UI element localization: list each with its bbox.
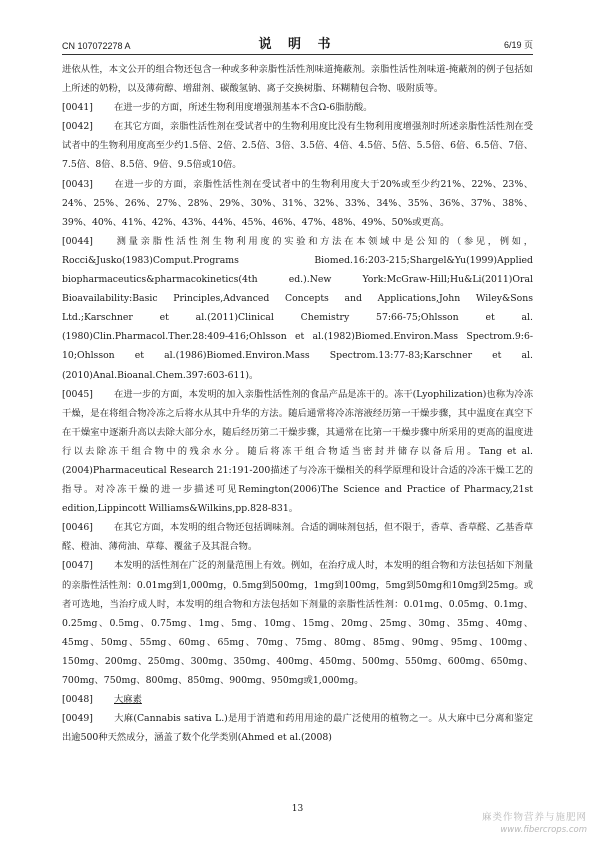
paragraph-number: [0044] — [62, 235, 93, 247]
patent-number: CN 107072278 A — [62, 41, 131, 51]
paragraph-number: [0048] — [62, 694, 93, 706]
paragraph-0049 — [62, 709, 533, 747]
paragraph-text: 进依从性，本文公开的组合物还包含一种或多种亲脂性活性剂味道掩蔽剂。亲脂性活性剂味道-掩蔽剂的例子包括如上所述的奶粉，以及薄荷醇、增甜剂、碳酸氢钠、离子交换树脂、环糊精包合物、吸附质等。 — [62, 64, 533, 95]
paragraph-text: 大麻(Cannabis sativa L.)是用于消遣和药用用途的最广泛使用的植物之一。从大麻中已分离和鉴定出逾500种天然成分，涵盖了数个化学类别(Ahmed et al.(2008) — [62, 713, 533, 744]
paragraph-0048 — [62, 690, 533, 709]
paragraph-text: 在进一步的方面，本发明的加入亲脂性活性剂的食品产品是冻干的。冻干(Lyophilization)也称为冷冻干燥，是在将组合物冷冻之后将水从其中升华的方法。随后通常将冷冻溶液经历第一干燥步骤，其中温度在真空下在干燥室中逐渐升高以去除大部分水，随后经历第二干燥步骤，其通常在比第一干燥步骤中所采用的更高的温度进行以去除冻干组合物中的残余水分。随后将冻干组合物适当密封并储存以备后用。Tang et al.(2004)Pharmaceutical Research 21:191-200描述了与冷冻干燥相关的科学原理和设计合适的冷冻干燥工艺的指导。对冷冻干燥的进一步描述可见Remington(2006)The Science and Practice of Pharmacy,21st edition,Lippincott Williams&Wilkins,pp.828-831。 — [62, 388, 533, 515]
paragraph-0045 — [62, 385, 533, 519]
paragraph-0041 — [62, 98, 533, 117]
paragraph-number: [0042] — [62, 121, 93, 133]
paragraph-text: 在进一步的方面，所述生物利用度增强剂基本不含Ω-6脂肪酸。 — [114, 102, 373, 114]
paragraph-0044 — [62, 232, 533, 385]
paragraph-0046 — [62, 518, 533, 556]
paragraph-0042 — [62, 117, 533, 174]
paragraph-number: [0049] — [62, 713, 93, 725]
paragraph-number: [0047] — [62, 560, 93, 572]
page-info: 6/19 页 — [503, 40, 533, 50]
paragraph-text: 在其它方面，亲脂性活性剂在受试者中的生物利用度比没有生物利用度增强剂时所述亲脂性活性剂在受试者中的生物利用度高至少约1.5倍、2倍、2.5倍、3倍、3.5倍、4倍、4.5倍、5倍、5.5倍、6倍、6.5倍、7倍、7.5倍、8倍、8.5倍、9倍、9.5倍或10倍。 — [62, 121, 533, 171]
watermark-text: 麻类作物营养与施肥网 — [481, 812, 587, 823]
document-body — [62, 60, 533, 747]
document-title: 说 明 书 — [258, 37, 337, 52]
paragraph-number: [0043] — [62, 178, 93, 190]
watermark-url: www.fibercrops.com — [500, 825, 587, 835]
page-header — [62, 32, 533, 55]
paragraph-continued — [62, 60, 533, 98]
paragraph-number: [0046] — [62, 522, 93, 534]
paragraph-text: 在进一步的方面，亲脂性活性剂在受试者中的生物利用度大于20%或至少约21%、22%、23%、24%、25%、26%、27%、28%、29%、30%、31%、32%、33%、34%、35%、36%、37%、38%、39%、40%、41%、42%、43%、44%、45%、46%、47%、48%、49%、50%或更高。 — [62, 178, 533, 228]
watermark — [482, 812, 587, 836]
paragraph-0047 — [62, 556, 533, 690]
paragraph-number: [0041] — [62, 102, 93, 114]
paragraph-number: [0045] — [62, 388, 93, 400]
paragraph-text: 测量亲脂性活性剂生物利用度的实验和方法在本领域中是公知的（参见，例如，Rocci&Jusko(1983)Comput.Programs Biomed.16:203-215;Shargel&Yu(1999)Applied biopharmaceutics&pharmacokinetics(4th ed.).New York:McGraw-Hill;Hu&Li(2011)Oral Bioavailability:Basic Principles,Advanced Concepts and Applications,John Wiley&Sons Ltd.;Karschner et al.(2011)Clinical Chemistry 57:66-75;Ohlsson et al.(1980)Clin.Pharmacol.Ther.28:409-416;Ohlsson et al.(1982)Biomed.Environ.Mass Spectrom.9:6-10;Ohlsson et al.(1986)Biomed.Environ.Mass Spectrom.13:77-83;Karschner et al.(2010)Anal.Bioanal.Chem.397:603-611)。 — [62, 235, 533, 381]
page-number: 13 — [291, 804, 304, 814]
paragraph-text: 在其它方面，本发明的组合物还包括调味剂。合适的调味剂包括，但不限于，香草、香草醛、乙基香草醛、橙油、薄荷油、草莓、覆盆子及其混合物。 — [62, 522, 533, 553]
paragraph-text: 本发明的活性剂在广泛的剂量范围上有效。例如，在治疗成人时，本发明的组合物和方法包括如下剂量的亲脂性活性剂：0.01mg到1,000mg，0.5mg到500mg，1mg到100mg，5mg到50mg和10mg到25mg。或者可选地，当治疗成人时，本发明的组合物和方法包括如下剂量的亲脂性活性剂：0.01mg、0.05mg、0.1mg、0.25mg、0.5mg、0.75mg、1mg、5mg、10mg、15mg、20mg、25mg、30mg、35mg、40mg、45mg、50mg、55mg、60mg、65mg、70mg、75mg、80mg、85mg、90mg、95mg、100mg、150mg、200mg、250mg、300mg、350mg、400mg、450mg、500mg、550mg、600mg、650mg、700mg、750mg、800mg、850mg、900mg、950mg或1,000mg。 — [62, 560, 533, 686]
paragraph-0043 — [62, 175, 533, 232]
section-heading: 大麻素 — [114, 694, 142, 706]
